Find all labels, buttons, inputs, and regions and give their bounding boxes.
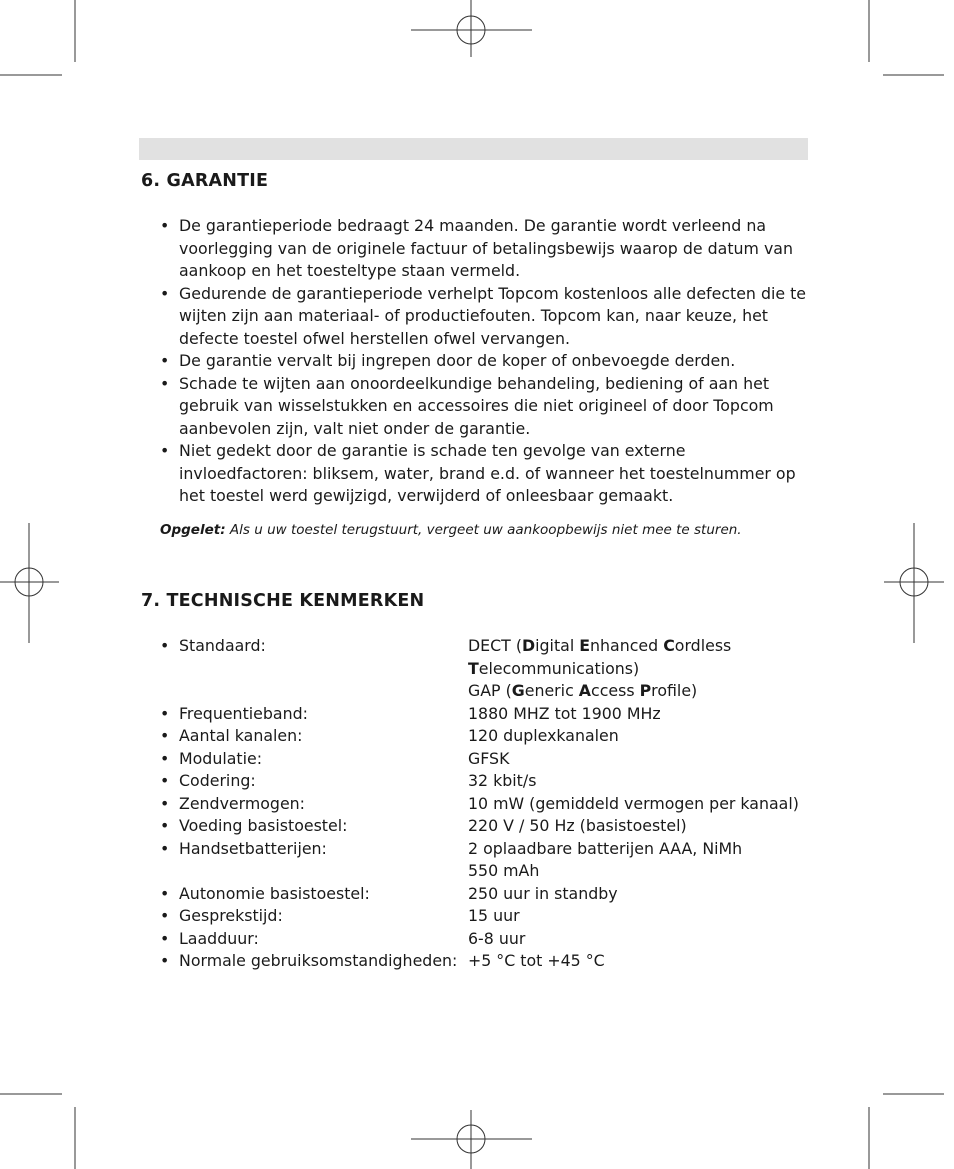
bullet: •	[160, 838, 170, 858]
spec-label: Aantal kanalen:	[179, 726, 303, 745]
list-item: • Gedurende de garantieperiode verhelpt Topcom kostenloos alle defecten die te wijten zijn aan materiaal- of productiefouten. Topcom kan, naar keuze, het defecte toestel ofwel herstellen ofwel vervangen.	[160, 283, 807, 348]
bullet: •	[160, 351, 170, 370]
note-text: Als u uw toestel terugstuurt, vergeet uw aankoopbewijs niet mee te sturen.	[229, 522, 742, 538]
bullet: •	[160, 816, 170, 835]
spec-value: 15 uur	[468, 906, 520, 925]
bullet: •	[160, 373, 170, 393]
spec-value: GFSK	[468, 748, 510, 768]
list-item: • De garantie vervalt bij ingrepen door de koper of onbevoegde derden.	[160, 350, 810, 373]
bullet: •	[160, 636, 170, 655]
spec-row	[160, 770, 820, 793]
registration-mark-right	[884, 523, 944, 643]
bullet: •	[160, 703, 170, 723]
garantie-list	[160, 215, 810, 508]
bullet: •	[160, 793, 170, 813]
gap-line: GAP (Generic Access Profile)	[468, 681, 698, 700]
spec-label: Codering:	[179, 771, 256, 790]
spec-row	[160, 950, 820, 973]
bullet: •	[160, 216, 170, 235]
spec-value: 32 kbit/s	[468, 771, 537, 790]
list-item: • Schade te wijten aan onoordeelkundige behandeling, bediening of aan het gebruik van wisselstukken en accessoires die niet origineel of door Topcom aanbevolen zijn, valt niet onder de garantie.	[160, 373, 774, 438]
spec-row	[160, 883, 820, 906]
spec-value: 2 oplaadbare batterijen AAA, NiMh 550 mAh	[468, 838, 743, 880]
spec-value: 1880 MHZ tot 1900 MHz	[468, 703, 661, 723]
bullet: •	[160, 441, 170, 460]
spec-value: 250 uur in standby	[468, 883, 618, 903]
registration-mark-top	[411, 0, 532, 57]
spec-value: 120 duplexkanalen	[468, 726, 619, 745]
spec-label: Frequentieband:	[179, 703, 308, 723]
spec-row	[160, 793, 820, 816]
list-item: • De garantieperiode bedraagt 24 maanden. De garantie wordt verleend na voorlegging van de originele factuur of betalingsbewijs waarop de datum van aankoop en het toesteltype staan vermeld.	[160, 216, 793, 280]
spec-label: Modulatie:	[179, 748, 263, 768]
registration-mark-bottom	[411, 1110, 532, 1169]
bullet: •	[160, 906, 170, 925]
bullet: •	[160, 726, 170, 745]
warning-note	[160, 522, 742, 538]
spec-value	[468, 635, 820, 703]
bullet: •	[160, 951, 170, 970]
spec-label: Handsetbatterijen:	[179, 838, 327, 858]
spec-value: 10 mW (gemiddeld vermogen per kanaal)	[468, 793, 799, 813]
dect-line-2: Telecommunications)	[468, 658, 640, 678]
spec-row	[160, 815, 820, 838]
specs-heading: 7. TECHNISCHE KENMERKEN	[141, 591, 425, 611]
spec-label: Gesprekstijd:	[179, 906, 283, 925]
header-bar	[139, 138, 808, 160]
spec-label: Voeding basistoestel:	[179, 816, 348, 835]
spec-label: Zendvermogen:	[179, 793, 305, 813]
spec-label: Standaard:	[179, 636, 266, 655]
spec-row	[160, 928, 820, 951]
spec-row	[160, 905, 820, 928]
spec-label: Autonomie basistoestel:	[179, 883, 370, 903]
registration-mark-left	[0, 523, 59, 643]
spec-row-standard	[160, 635, 820, 703]
bullet: •	[160, 283, 170, 303]
bullet: •	[160, 883, 170, 903]
bullet: •	[160, 928, 170, 948]
spec-row	[160, 748, 820, 771]
spec-row	[160, 725, 820, 748]
spec-row	[160, 838, 820, 883]
bullet: •	[160, 771, 170, 790]
spec-row	[160, 703, 820, 726]
garantie-heading: 6. GARANTIE	[141, 171, 269, 191]
list-item: • Niet gedekt door de garantie is schade ten gevolge van externe invloedfactoren: bliksem, water, brand e.d. of wanneer het toestelnummer op het toestel werd gewijzigd, verwijderd of onleesbaar gemaakt.	[160, 441, 796, 505]
bullet: •	[160, 748, 170, 768]
spec-value: +5 °C tot +45 °C	[468, 951, 605, 970]
spec-value: 220 V / 50 Hz (basistoestel)	[468, 816, 687, 835]
note-label: Opgelet:	[160, 522, 226, 538]
spec-value: 6-8 uur	[468, 928, 526, 948]
spec-label: Normale gebruiksomstandigheden:	[179, 951, 458, 970]
specs-list	[160, 635, 820, 973]
dect-line: DECT (Digital Enhanced Cordless	[468, 636, 732, 655]
spec-label: Laadduur:	[179, 928, 259, 948]
